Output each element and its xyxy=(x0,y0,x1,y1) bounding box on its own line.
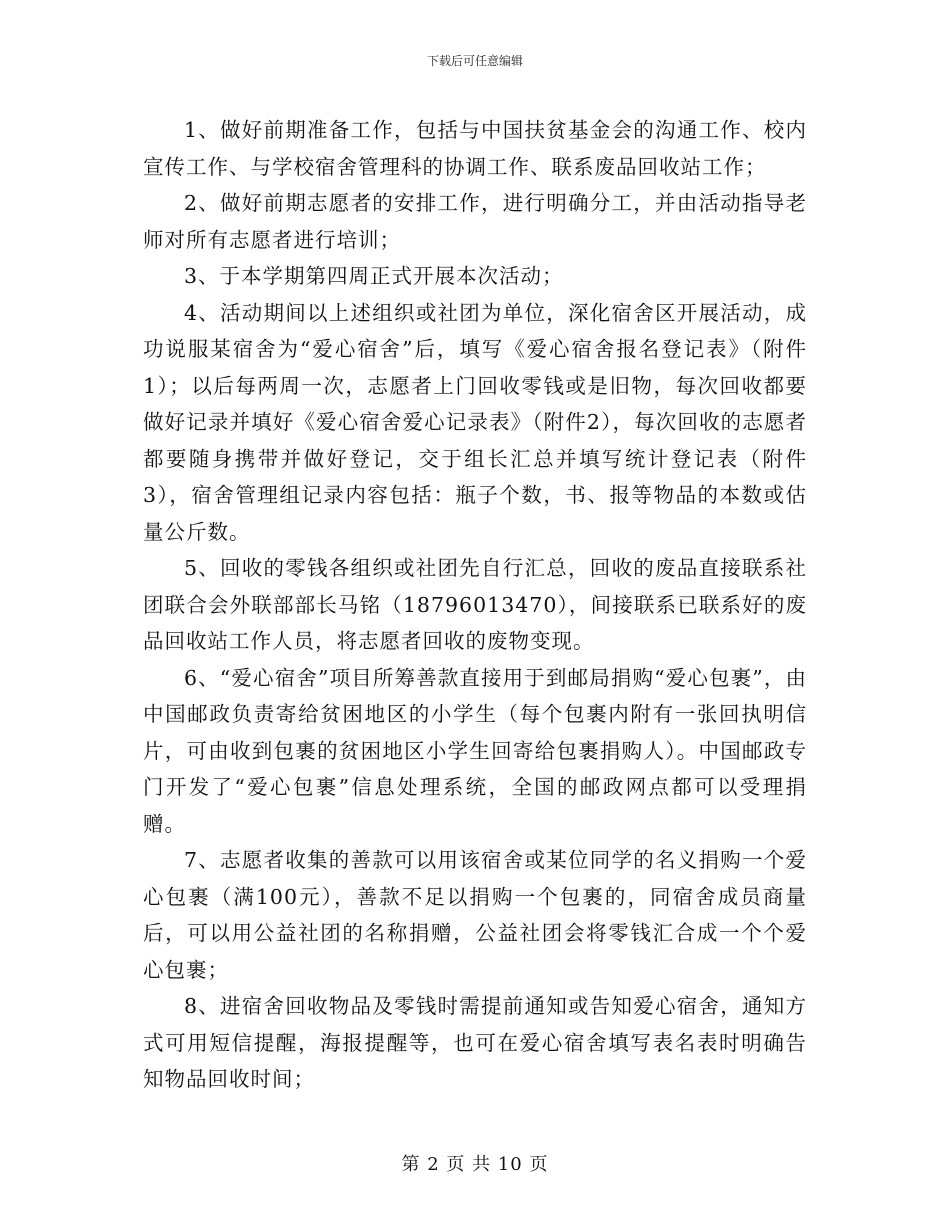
page-header: 下载后可任意编辑 xyxy=(426,54,523,68)
paragraph-1: 1、做好前期准备工作，包括与中国扶贫基金会的沟通工作、校内宣传工作、与学校宿舍管理科的协调工作、联系废品回收站工作； xyxy=(143,118,807,179)
page-footer: 第 2 页 共 10 页 xyxy=(401,1154,549,1175)
paragraph-5: 5、回收的零钱各组织或社团先自行汇总，回收的废品直接联系社团联合会外联部部长马铭（18796013470），间接联系已联系好的废品回收站工作人员，将志愿者回收的废物变现。 xyxy=(143,556,807,653)
paragraph-7: 7、志愿者收集的善款可以用该宿舍或某位同学的名义捐购一个爱心包裹（满100元），善款不足以捐购一个包裹的，同宿舍成员商量后，可以用公益社团的名称捐赠，公益社团会将零钱汇合成一个个爱心包裹； xyxy=(143,848,807,982)
paragraph-3: 3、于本学期第四周正式开展本次活动； xyxy=(184,264,564,288)
document-body xyxy=(143,112,807,1098)
paragraph-6: 6、“爱心宿舍”项目所筹善款直接用于到邮局捐购“爱心包裹”，由中国邮政负责寄给贫困地区的小学生（每个包裹内附有一张回执明信片，可由收到包裹的贫困地区小学生回寄给包裹捐购人）。中国邮政专门开发了“爱心包裹”信息处理系统，全国的邮政网点都可以受理捐赠。 xyxy=(143,665,807,836)
paragraph-4: 4、活动期间以上述组织或社团为单位，深化宿舍区开展活动，成功说服某宿舍为“爱心宿舍”后，填写《爱心宿舍报名登记表》（附件1）；以后每两周一次，志愿者上门回收零钱或是旧物，每次回收都要做好记录并填好《爱心宿舍爱心记录表》（附件2），每次回收的志愿者都要随身携带并做好登记，交于组长汇总并填写统计登记表（附件3），宿舍管理组记录内容包括：瓶子个数，书、报等物品的本数或估量公斤数。 xyxy=(143,300,807,544)
paragraph-2: 2、做好前期志愿者的安排工作，进行明确分工，并由活动指导老师对所有志愿者进行培训； xyxy=(143,191,807,252)
paragraph-8: 8、进宿舍回收物品及零钱时需提前通知或告知爱心宿舍，通知方式可用短信提醒，海报提醒等，也可在爱心宿舍填写表名表时明确告知物品回收时间； xyxy=(143,994,807,1091)
